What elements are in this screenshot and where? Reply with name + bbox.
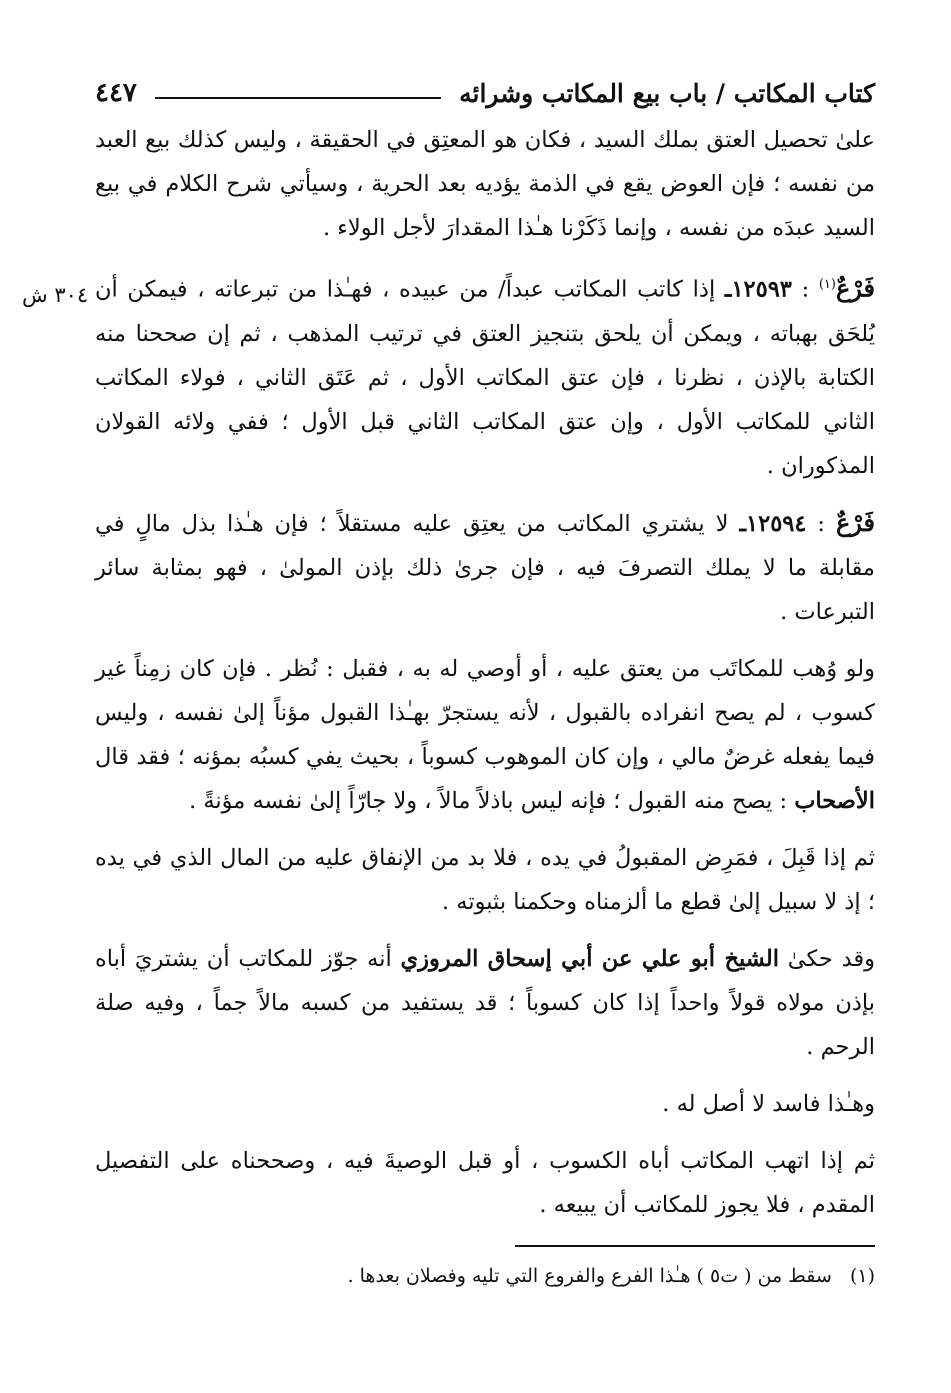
margin-manuscript-note: ٣٠٤ ش [22,283,89,307]
header-rule [155,97,441,99]
footnote-text: سقط من ( ت٥ ) هـٰذا الفرع والفروع التي تليه وفصلان بعدها . [347,1264,832,1287]
paragraph-4-text: ولو وُهب للمكاتَب من يعتق عليه ، أو أوصي له به ، فقبل : نُظر . فإن كان زمِناً غير كسوب ، لم يصح انفراده بالقبول ، لأنه يستجرّ بهـٰذا القبول مؤناً إلىٰ نفسه ، وليس فيما يفعله غرضٌ مالي ، وإن كان الموهوب كسوباً ، بحيث يفي كسبُه بمؤنه ؛ [95,655,875,770]
paragraph-4-tail: : يصح منه القبول ؛ فإنه ليس باذلاً مالاً ، ولا جارّاً إلىٰ نفسه مؤنةً . [189,787,795,814]
paragraph-6-tail: أنه جوّز للمكاتب أن يشتريَ أباه بإذن مولاه قولاً واحداً إذا كان كسوباً ؛ قد يستفيد من كسبه مالاً جماً ، وفيه صلة الرحم . [95,945,875,1060]
branch-text: إذا كاتب المكاتب عبداً/ من عبيده ، فهـٰذا من تبرعاته ، فيمكن أن يُلحَق بهباته ، ويمكن أن يلحق بتنجيز العتق في ترتيب المذهب ، ثم إن صححنا منه الكتابة بالإذن ، نظرنا ، فإن عتق المكاتب الأول ، ثم عَتَق الثاني ، فولاء المكاتب الثاني للمكاتب الأول ، وإن عتق المكاتب الثاني قبل الأول ؛ ففي ولائه القولان المذكوران . [95,276,875,479]
paragraph-6-lead: وقد حكىٰ [778,945,876,972]
paragraph-1: علىٰ تحصيل العتق بملك السيد ، فكان هو المعتِق في الحقيقة ، وليس كذلك بيع العبد من نفسه ؛ فإن العوض يقع في الذمة يؤديه بعد الحرية ، وسيأتي شرح الكلام في بيع السيد عبدَه من نفسه ، وإنما ذَكَرْنا هـٰذا المقدارَ لأجل الولاء . [95,127,875,241]
paragraph-7: وهـٰذا فاسد لا أصل له . [662,1090,875,1117]
footnote-marker: (١) [849,1264,875,1287]
paragraph-branch-12593: فَرْعٌ$^{(١)}$ : ١٢٥٩٣ـ إذا كاتب المكاتب عبداً/ من عبيده ، فهـٰذا من تبرعاته ، فيمكن أن يُلحَق بهباته ، ويمكن أن يلحق بتنجيز العتق في ترتيب المذهب ، ثم إن صححنا منه الكتابة بالإذن ، نظرنا ، فإن عتق المكاتب الأول ، ثم عَتَق الثاني ، فولاء المكاتب الثاني للمكاتب الأول ، وإن عتق المكاتب الثاني قبل الأول ؛ ففي ولائه القولان المذكوران . [95,273,875,479]
issue-number: ١٢٥٩٤ـ [739,510,807,537]
paragraph-6 [95,937,875,1069]
book-page [95,70,875,1330]
issue-number: ١٢٥٩٣ـ [724,276,792,303]
page-number: ٤٤٧ [95,78,137,108]
header-title: كتاب المكاتب / باب بيع المكاتب وشرائه [459,78,875,108]
branch-label: فَرْعٌ [835,507,876,537]
paragraph-4-lead: فقد قال [95,743,171,770]
authority-name: الشيخ أبو علي عن أبي إسحاق المروزي [400,945,779,972]
branch-text: لا يشتري المكاتب من يعتِق عليه مستقلاً ؛ فإن هـٰذا بذل مالٍ في مقابلة ما لا يملك التصرفَ فيه ، فإن جرىٰ ذلك بإذن المولىٰ ، فهو بمثابة سائر التبرعات . [95,510,875,625]
paragraph-5: ثم إذا قَبِلَ ، فمَرِض المقبولُ في يده ، فلا بد من الإنفاق عليه من المال الذي في يده ؛ إذ لا سبيل إلىٰ قطع ما ألزمناه وحكمنا بثبوته . [95,844,875,915]
running-header [95,70,875,116]
authority-name: الأصحاب [794,787,875,814]
paragraph-4 [95,647,875,823]
footnote-separator [515,1245,875,1247]
footnote-ref: (١) [818,277,836,292]
footnote [95,1261,875,1291]
paragraph-branch-12594: فَرْعٌ : ١٢٥٩٤ـ لا يشتري المكاتب من يعتِق عليه مستقلاً ؛ فإن هـٰذا بذل مالٍ في مقابلة ما لا يملك التصرفَ فيه ، فإن جرىٰ ذلك بإذن المولىٰ ، فهو بمثابة سائر التبرعات . [95,507,876,625]
paragraph-8: ثم إذا اتهب المكاتب أباه الكسوب ، أو قبل الوصيةَ فيه ، وصححناه على التفصيل المقدم ، فلا يجوز للمكاتب أن يبيعه . [95,1147,875,1218]
branch-label: فَرْعٌ [835,273,875,303]
